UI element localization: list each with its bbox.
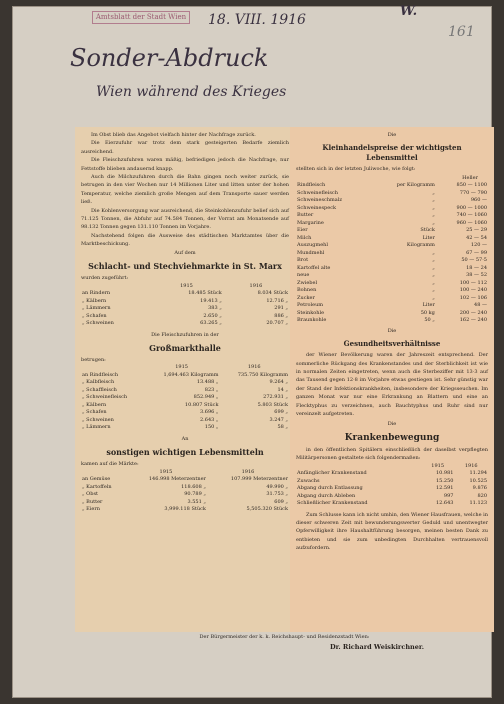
- table-cell: Zuwachs: [297, 477, 320, 484]
- year-header: 1915: [431, 462, 445, 469]
- table-cell: 150 „: [204, 424, 219, 431]
- table-cell: 49.990 „: [266, 483, 288, 490]
- table-cell: an Gemüse: [82, 476, 111, 483]
- table-cell: Auszugmehl: [297, 242, 328, 249]
- table-cell: Abgang durch Ableben: [297, 492, 356, 499]
- table-cell: an Rindern: [82, 290, 111, 296]
- year-header: 1915: [175, 364, 188, 371]
- sonst-heading: sonstigen wichtigen Lebensmitteln: [106, 447, 264, 458]
- table-row: [296, 493, 488, 501]
- table-cell: 9.264 „: [269, 379, 288, 386]
- clipping-right-column: [290, 127, 494, 632]
- table-cell: 997: [443, 492, 454, 499]
- table-cell: 10.981: [435, 470, 454, 477]
- footer: [75, 634, 494, 651]
- table-cell: 820: [477, 492, 487, 499]
- table-cell: „ Schaffleisch: [82, 386, 117, 393]
- heller-label: Heller: [462, 174, 478, 181]
- table-cell: Schweineschmalz: [297, 197, 343, 204]
- schlacht-table: [81, 283, 289, 328]
- table-row: [296, 212, 488, 220]
- year-header: 1916: [249, 282, 263, 289]
- year-header: 1915: [159, 468, 173, 475]
- table-cell: „: [432, 287, 435, 294]
- table-cell: 100 — 112: [459, 279, 487, 286]
- table-cell: 8.034 Stück: [257, 290, 288, 296]
- table-cell: Butter: [297, 212, 314, 219]
- table-row: [296, 197, 488, 205]
- table-row: [81, 499, 289, 507]
- intro-paragraph: Auch die Milchzufuhren durch die Bahn gingen noch weiter zurück, sie betrugen in den vier Wochen nur 14 Millionen Liter und litten unter der hohen Temperatur, welche ziemlich große Mengen auf dem Transporte sauer werden ließ.: [81, 174, 289, 206]
- table-cell: Liter: [422, 302, 435, 309]
- table-cell: Kilogramm: [406, 242, 435, 249]
- table-cell: Zwiebel: [297, 279, 318, 286]
- table-cell: „: [432, 257, 435, 264]
- table-cell: 3.551 „: [187, 498, 206, 505]
- table-cell: „ Schweinen: [82, 320, 114, 326]
- table-cell: 25 — 29: [466, 227, 487, 234]
- table-row: [296, 317, 488, 325]
- table-cell: 120 —: [470, 242, 487, 249]
- table-cell: Schweinespeck: [297, 204, 337, 211]
- table-row: [81, 305, 289, 313]
- schlacht-heading: Schlacht- und Stechviehmarkte in St. Marx: [88, 261, 282, 272]
- kranken-heading: Krankenbewegung: [344, 432, 440, 443]
- signature: Dr. Richard Weiskirchner.: [329, 643, 424, 651]
- table-row: [296, 190, 488, 198]
- table-cell: 960 — 1060: [456, 219, 487, 226]
- table-cell: Zucker: [297, 294, 315, 301]
- table-cell: an Rindfleisch: [82, 371, 119, 378]
- table-cell: 162 — 240: [459, 317, 487, 324]
- table-row: [81, 476, 289, 484]
- year-header: 1916: [247, 364, 261, 371]
- table-cell: Eier: [297, 227, 308, 234]
- table-cell: Margarine: [297, 219, 324, 226]
- table-row: [296, 302, 488, 310]
- table-cell: Stück: [420, 227, 435, 234]
- table-cell: 107.999 Meterzentner: [230, 476, 288, 483]
- table-cell: 770 — 790: [459, 189, 487, 196]
- table-cell: 900 — 1000: [456, 204, 487, 211]
- table-cell: „ Schafen: [82, 312, 107, 319]
- table-cell: 48 —: [474, 302, 487, 309]
- table-cell: per Kilogramm: [396, 182, 435, 189]
- auf-dem-label: Auf dem: [174, 249, 196, 256]
- table-row: [296, 272, 488, 280]
- table-cell: 146.998 Meterzentner: [148, 476, 206, 483]
- table-row: [81, 424, 289, 432]
- table-row: [81, 379, 289, 387]
- sonst-sub: kamen auf die Märkte:: [81, 461, 139, 468]
- handwritten-mark: W.: [400, 4, 418, 19]
- table-cell: 19.413 „: [200, 297, 222, 304]
- die-label: Die: [387, 132, 397, 138]
- table-cell: 960 —: [470, 197, 487, 204]
- table-cell: 118.608 „: [181, 483, 206, 490]
- table-cell: 42 — 54: [466, 234, 487, 241]
- table-cell: 699 „: [274, 409, 288, 416]
- table-cell: 100 — 240: [459, 287, 487, 294]
- table-cell: 5.803 Stück: [257, 401, 288, 408]
- table-cell: „: [432, 264, 435, 271]
- table-row: [81, 313, 289, 321]
- table-cell: 10.525: [469, 477, 487, 484]
- table-row: [81, 298, 289, 306]
- table-cell: 5,505.320 Stück: [246, 506, 288, 513]
- table-cell: Rindfleisch: [297, 182, 326, 189]
- table-cell: 11.123: [469, 500, 487, 507]
- table-row: [81, 290, 289, 298]
- table-cell: 50 — 57·5: [461, 257, 487, 264]
- table-cell: Schweinefleisch: [297, 189, 338, 196]
- table-cell: 200 — 240: [459, 309, 487, 316]
- table-cell: „: [432, 249, 435, 256]
- table-row: [296, 257, 488, 265]
- klein-sub: stellten sich in der letzten Juliwoche, wie folgt:: [296, 166, 416, 173]
- table-cell: „: [432, 212, 435, 219]
- table-cell: „: [432, 272, 435, 279]
- handwritten-date: 18. VIII. 1916: [208, 12, 306, 28]
- footer-line: Der Bürgermeister der k. k. Reichshaupt- und Residenzstadt Wien:: [199, 634, 370, 640]
- table-row: [81, 484, 289, 492]
- kranken-table: [296, 463, 488, 508]
- gross-sub: betrugen:: [81, 356, 106, 363]
- table-cell: 31.753 „: [266, 491, 288, 498]
- handwritten-title: Sonder-Abdruck: [70, 44, 269, 72]
- table-cell: 735.750 Kilogramm: [237, 371, 288, 378]
- handwritten-subtitle: Wien während des Krieges: [96, 84, 287, 100]
- table-row: [81, 409, 289, 417]
- intro-paragraph: Im Obst blieb das Angebot vielfach hinter der Nachfrage zurück.: [91, 132, 256, 138]
- table-row: [296, 280, 488, 288]
- die-label: Die: [387, 421, 397, 428]
- intro-paragraph: Die Fleischzufuhren waren mäßig, befriedigen jedoch die Nachfrage, nur Fettstoffe blieben andauernd knapp.: [81, 157, 289, 172]
- table-cell: Bohnen: [297, 287, 317, 294]
- table-cell: „ Lämmern: [82, 424, 111, 431]
- table-row: [296, 295, 488, 303]
- prices-table: [296, 182, 488, 325]
- closing-paragraph: Zum Schlusse kann ich nicht umhin, den Wiener Hausfrauen, welche in dieser schweren Zeit mit bewunderungswerter Geduld und unentwegter Opferwilligkeit ihre Haushaltführung besorgen, meinen besten Dank zu entbieten und sie zum unbedingten Durchhalten vertrauensvoll aufzufordern.: [296, 511, 488, 552]
- table-cell: 67 — 99: [466, 249, 487, 256]
- table-row: [296, 485, 488, 493]
- table-row: [296, 500, 488, 508]
- table-row: [296, 470, 488, 478]
- table-row: [81, 387, 289, 395]
- kranken-sub: in den öffentlichen Spitälern einschließlich der daselbst verpflegten Militärpersonen gestaltete sich folgendermaßen:: [296, 446, 488, 462]
- table-row: [81, 394, 289, 402]
- table-cell: neue: [297, 272, 310, 279]
- year-header: 1916: [464, 462, 478, 469]
- year-header: 1915: [180, 282, 193, 289]
- table-cell: Anfänglicher Krankenstand: [297, 470, 367, 477]
- table-row: [296, 205, 488, 213]
- table-row: [296, 242, 488, 250]
- table-cell: Milch: [297, 234, 312, 241]
- table-cell: 823 „: [204, 386, 219, 393]
- table-cell: „ Kalbfleisch: [82, 379, 115, 386]
- table-cell: 10.807 Stück: [184, 401, 219, 408]
- table-cell: „: [432, 197, 435, 204]
- table-cell: 740 — 1060: [456, 212, 487, 219]
- table-cell: Petroleum: [297, 302, 324, 309]
- klein-heading: Kleinhandelspreise der wichtigsten Lebensmittel: [322, 143, 462, 163]
- table-cell: 12.591: [435, 485, 454, 492]
- gross-heading: Großmarkthalle: [149, 342, 221, 353]
- table-cell: Mundmehl: [297, 249, 325, 256]
- intro-paragraph: Die Kohlenversorgung war ausreichend, die Steinkohlenzufuhr belief sich auf 71.125 Tonnen, die Abfuhr auf 74.584 Tonnen, der Vorrat am Monatsende auf 98.132 Tonnen gegen 131.110 Tonnen im Vorjahre.: [81, 207, 289, 231]
- table-cell: 3,999.118 Stück: [164, 506, 206, 513]
- intro-paragraph: Die Eierzufuhr war trotz dem stark gesteigerten Bedarfe ziemlich ausreichend.: [81, 140, 289, 155]
- table-row: [296, 265, 488, 273]
- table-row: [296, 287, 488, 295]
- table-cell: 102 — 106: [459, 294, 487, 301]
- table-row: [296, 478, 488, 486]
- table-cell: 63.265 „: [200, 320, 222, 326]
- clipping-left-column: [75, 127, 295, 632]
- table-row: [296, 182, 488, 190]
- table-cell: „: [432, 219, 435, 226]
- table-cell: „: [432, 204, 435, 211]
- table-cell: „ Obst: [82, 491, 99, 498]
- table-cell: 20.707 „: [266, 320, 288, 326]
- table-cell: 2.643 „: [200, 416, 219, 423]
- intro-paragraph: Nachstehend folgen die Ausweise des städtischen Marktamtes über die Marktbeschickung.: [81, 232, 289, 248]
- table-cell: „ Lämmern: [82, 305, 111, 311]
- table-cell: 886 „: [274, 312, 288, 319]
- table-row: [81, 417, 289, 425]
- year-header: 1916: [241, 468, 255, 475]
- table-cell: 18 — 24: [466, 264, 487, 271]
- table-cell: „ Schweinen: [82, 416, 114, 423]
- table-cell: 3.247 „: [269, 416, 288, 423]
- table-cell: „ Kartoffeln: [82, 483, 112, 490]
- table-cell: „: [432, 189, 435, 196]
- an-label: An: [181, 435, 189, 442]
- table-row: [81, 491, 289, 499]
- table-cell: „ Kälbern: [82, 297, 107, 304]
- table-cell: 850 — 1100: [456, 182, 487, 189]
- table-cell: 609 „: [274, 498, 288, 505]
- table-cell: 2.650 „: [203, 312, 222, 319]
- table-cell: Brot: [297, 257, 309, 264]
- table-cell: 15.250: [435, 477, 454, 484]
- gesund-text: der Wiener Bevölkerung waren der Jahreszeit entsprechend. Der sommerliche Rückgang des Krankenstandes und der Sterblichkeit ist wie in normalen Zeiten eingetreten, wenn auch die Sterbeziffer mit 13·3 auf das Tausend gegen 12·8 im Vorjahre etwas gestiegen ist. Sehr günstig war der Stand der Infektionskrankheiten, insbesondere der Kriegsseuchen. Im ganzen Monat war nur eine Erkrankung an Blattern und eine an Flecktyphus zu verzeichnen, auch Bauchtyphus und Ruhr sind nur vereinzelt aufgetreten.: [296, 352, 488, 417]
- schlacht-sub: wurden zugeführt:: [81, 275, 129, 282]
- table-row: [296, 310, 488, 318]
- table-cell: 14 „: [277, 386, 288, 393]
- table-cell: 3.696 „: [200, 409, 219, 416]
- table-cell: 50 kg: [420, 309, 435, 316]
- table-cell: Kartoffel alte: [297, 264, 331, 271]
- table-cell: 9.876: [472, 485, 487, 492]
- table-cell: 383 „: [208, 305, 222, 311]
- table-cell: 291 „: [274, 305, 288, 311]
- table-cell: „ Kälbern: [82, 401, 107, 408]
- table-cell: Schließlicher Krankenstand: [297, 500, 368, 507]
- table-cell: 1,694.463 Kilogramm: [163, 371, 219, 378]
- table-row: [296, 220, 488, 228]
- table-row: [296, 227, 488, 235]
- table-cell: „ Butter: [82, 498, 103, 505]
- table-cell: 13.488 „: [196, 379, 219, 386]
- table-cell: „ Schweinefleisch: [82, 394, 128, 401]
- zufuhren-label: Die Fleischzufuhren in der: [151, 331, 219, 338]
- archive-stamp: Amtsblatt der Stadt Wien: [92, 11, 190, 24]
- table-cell: 38 — 52: [466, 272, 487, 279]
- table-cell: 11.294: [469, 470, 487, 477]
- table-cell: 18.485 Stück: [188, 290, 222, 296]
- table-cell: „ Eiern: [82, 506, 100, 513]
- table-cell: „: [432, 294, 435, 301]
- table-cell: 12.716 „: [266, 297, 288, 304]
- table-cell: 90.789 „: [184, 491, 206, 498]
- table-row: [81, 402, 289, 410]
- table-cell: 12.643: [435, 500, 454, 507]
- gross-table: [81, 364, 289, 432]
- table-row: [81, 506, 289, 514]
- table-row: [81, 372, 289, 380]
- table-cell: 272.931 „: [263, 394, 288, 401]
- table-cell: Braunkohle: [297, 317, 327, 324]
- table-row: [296, 250, 488, 258]
- table-row: [296, 235, 488, 243]
- sonst-table: [81, 469, 289, 514]
- table-cell: Liter: [422, 234, 435, 241]
- table-cell: Steinkohle: [297, 309, 325, 316]
- table-cell: 58 „: [277, 424, 288, 431]
- table-cell: Abgang durch Entlassung: [297, 485, 363, 492]
- gesund-heading: Gesundheitsverhältnisse: [343, 339, 441, 349]
- handwritten-number: 161: [448, 24, 475, 40]
- die-label: Die: [387, 327, 397, 334]
- table-cell: 852.949 „: [193, 394, 219, 401]
- table-cell: „: [432, 279, 435, 286]
- table-cell: 50 „: [424, 317, 435, 324]
- table-row: [81, 320, 289, 328]
- table-cell: „ Schafen: [82, 409, 107, 416]
